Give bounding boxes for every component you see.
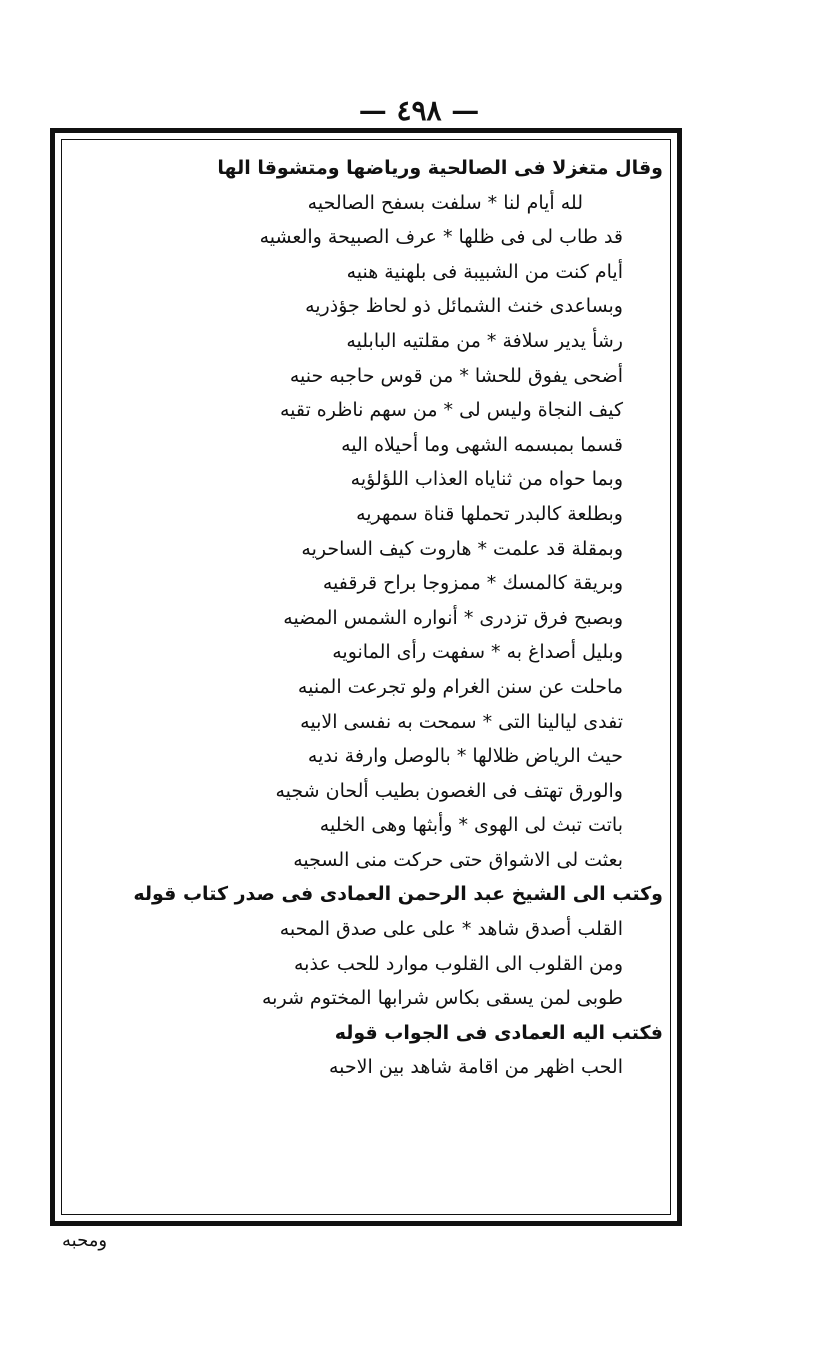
verse-line: تفدى ليالينا التى * سمحت به نفسى الابيه	[300, 710, 623, 733]
verse-line: قد طاب لى فى ظلها * عرف الصبيحة والعشيه	[259, 226, 623, 249]
heading-line: وكتب الى الشيخ عبد الرحمن العمادى فى صدر كتاب قوله	[133, 883, 663, 906]
heading-line: وقال متغزلا فى الصالحية ورياضها ومتشوقا الها	[217, 157, 663, 179]
verse-line: القلب أصدق شاهد * على على صدق المحبه	[279, 918, 623, 941]
verse-line: والورق تهتف فى الغصون بطيب ألحان شجيه	[275, 779, 623, 802]
verse-line: باتت تبث لى الهوى * وأبثها وهى الخليه	[319, 814, 623, 837]
verse-line: وبمقلة قد علمت * هاروت كيف الساحريه	[301, 537, 623, 560]
verse-line: رشأ يدير سلافة * من مقلتيه البابليه	[346, 329, 623, 352]
verse-line: الحب اظهر من اقامة شاهد بين الاحبه	[329, 1056, 623, 1079]
verse-line: وبما حواه من ثناياه العذاب اللؤلؤيه	[350, 468, 623, 491]
verse-line: حيث الرياض ظلالها * بالوصل وارفة نديه	[307, 745, 623, 768]
verse-line: ومن القلوب الى القلوب موارد للحب عذبه	[294, 952, 623, 975]
heading-line: فكتب اليه العمادى فى الجواب قوله	[334, 1021, 663, 1044]
verse-line: ماحلت عن سنن الغرام ولو تجرعت المنيه	[297, 675, 623, 698]
verse-line: وبطلعة كالبدر تحملها قناة سمهريه	[356, 502, 623, 525]
verse-line: أيام كنت من الشبيبة فى بلهنية هنيه	[346, 260, 623, 283]
page-number: — ٤٩٨ —	[358, 94, 480, 127]
verse-line: قسما بمبسمه الشهى وما أحيلاه اليه	[341, 433, 623, 456]
verse-line: أضحى يفوق للحشا * من قوس حاجبه حنيه	[289, 364, 623, 387]
text-body	[83, 151, 663, 1085]
verse-line: بعثت لى الاشواق حتى حركت منى السجيه	[293, 848, 623, 871]
page-border-frame	[50, 128, 682, 1226]
verse-line: وبساعدى خنث الشمائل ذو لحاظ جؤذريه	[305, 295, 623, 318]
verse-line: لله أيام لنا * سلفت بسفح الصالحيه	[307, 191, 583, 214]
verse-line: وبليل أصداغ به * سفهت رأى المانويه	[332, 641, 623, 664]
verse-line: كيف النجاة وليس لى * من سهم ناظره تقيه	[279, 399, 623, 422]
verse-line: وبصبح فرق تزدرى * أنواره الشمس المضيه	[283, 606, 623, 629]
catchword: ومحبه	[62, 1230, 108, 1251]
verse-line: طوبى لمن يسقى بكاس شرابها المختوم شربه	[261, 987, 623, 1010]
verse-line: وبريقة كالمسك * ممزوجا براح قرقفيه	[322, 572, 623, 595]
